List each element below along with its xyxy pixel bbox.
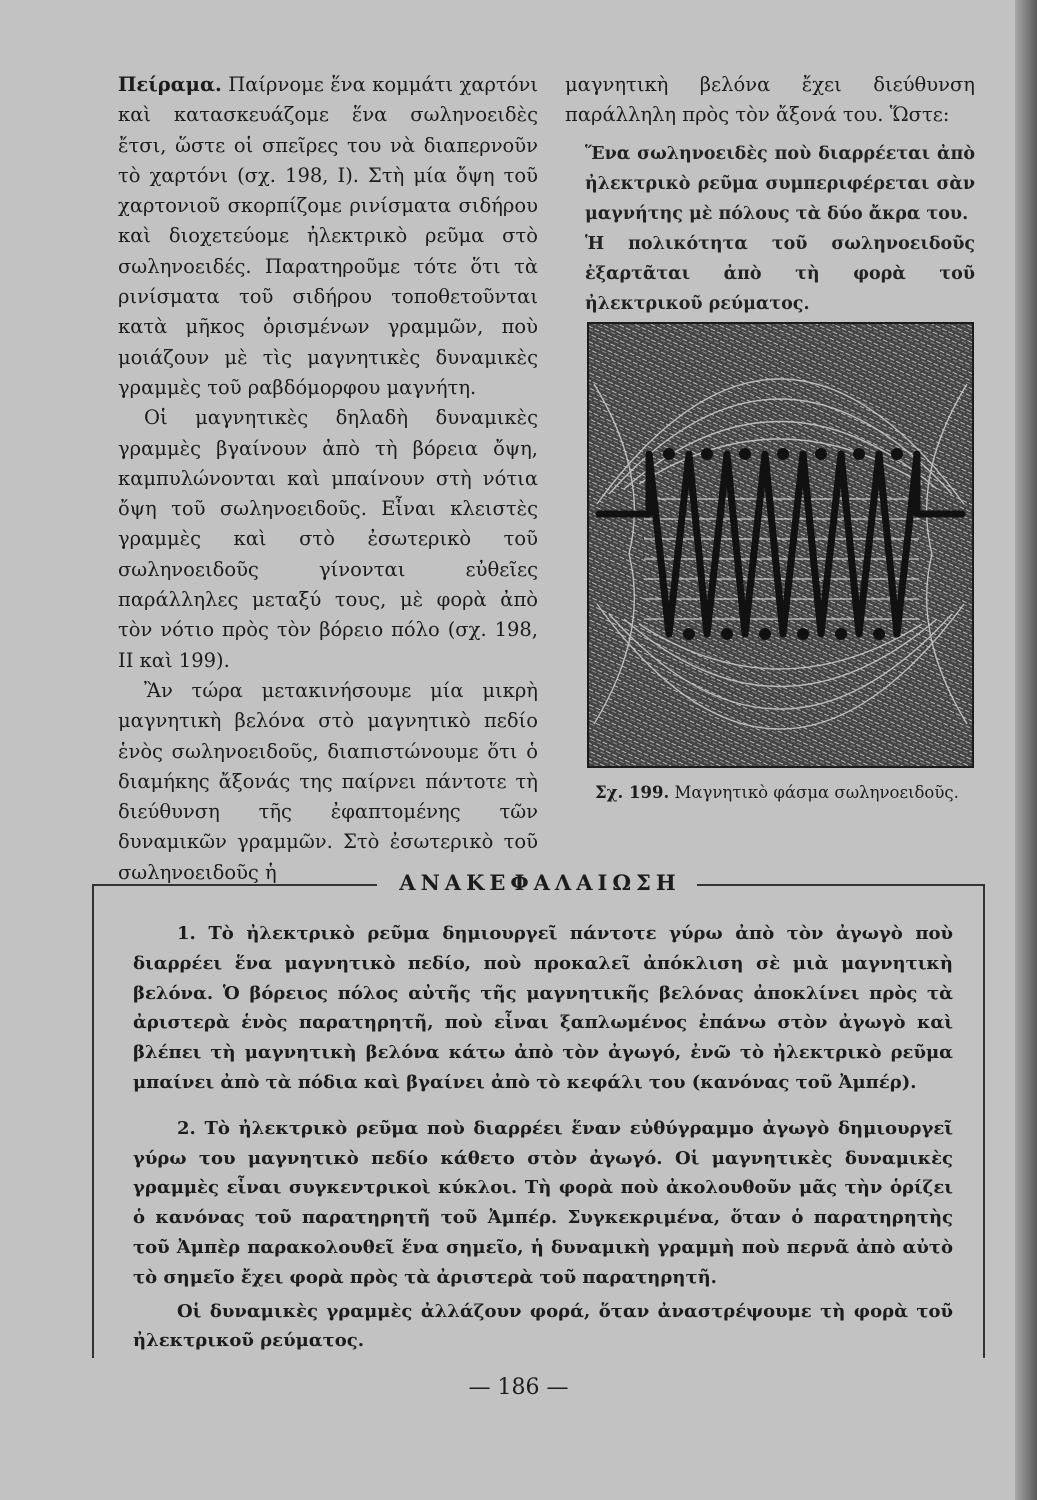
key-rules (565, 139, 975, 319)
summary-item-2-continuation: Οἱ δυναμικὲς γραμμὲς ἀλλάζουν φορά, ὅταν ἀναστρέψουμε τὴ φορὰ τοῦ ἠλεκτρικοῦ ρεύματος. (133, 1300, 953, 1352)
paragraph-1-text: Παίρνομε ἕνα κομμάτι χαρτόνι καὶ κατασκευάζομε ἕνα σωληνοειδὲς ἔτσι, ὥστε οἱ σπεῖρες του νὰ διαπερνοῦν τὸ χαρτόνι (σχ. 198, Ι). Στὴ μία ὄψη τοῦ χαρτονιοῦ σκορπίζομε ρινίσματα σιδήρου καὶ διοχετεύομε ἠλεκτρικὸ ρεῦμα στὸ σωληνοειδές. Παρατηροῦμε τότε ὅτι τὰ ρινίσματα τοῦ σιδήρου τοποθετοῦνται κατὰ μῆκος ὁρισμένων γραμμῶν, ποὺ μοιάζουν μὲ τὶς μαγνητικὲς δυναμικὲς γραμμὲς τοῦ ραβδόμορφου μαγνήτη. (118, 73, 538, 399)
page-number: — 186 — (468, 1375, 569, 1400)
experiment-label: Πείραμα. (118, 73, 222, 96)
figure-caption (595, 783, 975, 802)
summary-item-2: 2. Τὸ ἠλεκτρικὸ ρεῦμα ποὺ διαρρέει ἕναν εὐθύγραμμο ἀγωγὸ δημιουργεῖ γύρω του μαγνητικὸ πεδίο κάθετο στὸν ἀγωγό. Οἱ μαγνητικὲς δυναμικὲς γραμμὲς εἶναι συγκεντρικοὶ κύκλοι. Τὴ φορὰ ποὺ ἀκολουθοῦν μᾶς τὴν ὁρίζει ὁ κανόνας τοῦ παρατηρητῆ τοῦ Ἀμπέρ. Συγκεκριμένα, ὅταν ὁ παρατηρητὴς τοῦ Ἀμπὲρ παρακολουθεῖ ἕνα σημεῖο, ἡ δυναμικὴ γραμμὴ ποὺ περνᾶ ἀπὸ αὐτὸ τὸ σημεῖο ἔχει φορὰ πρὸς τὰ ἀριστερὰ τοῦ παρατηρητῆ. (133, 1117, 953, 1288)
solenoid-field-image (589, 324, 972, 766)
summary-rule-right (697, 884, 983, 886)
summary-item-1: 1. Τὸ ἠλεκτρικὸ ρεῦμα δημιουργεῖ πάντοτε γύρω ἀπὸ τὸν ἀγωγὸ ποὺ διαρρέει ἕνα μαγνητικὸ πεδίο, ποὺ προκαλεῖ ἀπόκλιση σὲ μιὰ μαγνητικὴ βελόνα. Ὁ βόρειος πόλος αὐτῆς τῆς μαγνητικῆς βελόνας ἀποκλίνει πρὸς τὰ ἀριστερὰ ἑνὸς παρατηρητῆ, ποὺ εἶναι ξαπλωμένος ἐπάνω στὸν ἀγωγὸ καὶ βλέπει τὴ μαγνητικὴ βελόνα κάτω ἀπὸ τὸν ἀγωγό, ἐνῶ τὸ ἠλεκτρικὸ ρεῦμα μπαίνει ἀπὸ τὰ πόδια καὶ βγαίνει ἀπὸ τὸ κεφάλι του (κανόνας τοῦ Ἀμπέρ). (133, 923, 953, 1093)
paragraph-3: Ἂν τώρα μετακινήσουμε μία μικρὴ μαγνητικὴ βελόνα στὸ μαγνητικὸ πεδίο ἑνὸς σωληνοειδοῦς, διαπιστώνουμε ὅτι ὁ διαμήκης ἄξονάς της παίρνει πάντοτε τὴ διεύθυνση τῆς ἐφαπτομένης τῶν δυναμικῶν γραμμῶν. Στὸ ἐσωτερικὸ τοῦ σωληνοειδοῦς ἡ (118, 678, 538, 884)
summary-rule-left (92, 884, 377, 886)
solenoid-field-figure (587, 322, 974, 768)
summary-title: ΑΝΑΚΕΦΑΛΑΙΩΣΗ (399, 870, 681, 895)
paragraph-continuation: μαγνητικὴ βελόνα ἔχει διεύθυνση παράλληλη πρὸς τὸν ἄξονά του. Ὥστε: (565, 73, 975, 127)
left-column (118, 70, 538, 888)
page-edge-shadow (1015, 0, 1037, 1500)
right-column (565, 70, 975, 319)
rule-solenoid-magnet: Ἕνα σωληνοειδὲς ποὺ διαρρέεται ἀπὸ ἠλεκτρικὸ ρεῦμα συμπεριφέρεται σὰν μαγνήτης μὲ πόλους τὰ δύο ἄκρα του. (585, 143, 975, 224)
summary-text (133, 919, 953, 1372)
paragraph-2: Οἱ μαγνητικὲς δηλαδὴ δυναμικὲς γραμμὲς βγαίνουν ἀπὸ τὴ βόρεια ὄψη, καμπυλώνονται καὶ μπαίνουν στὴ νότια ὄψη τοῦ σωληνοειδοῦς. Εἶναι κλειστὲς γραμμὲς καὶ στὸ ἐσωτερικὸ τοῦ σωληνοειδοῦς γίνονται εὐθεῖες παράλληλες μεταξύ τους, μὲ φορὰ ἀπὸ τὸν νότιο πρὸς τὸν βόρειο πόλο (σχ. 198, ΙΙ καὶ 199). (118, 406, 538, 672)
figure-number: Σχ. 199. (595, 783, 670, 802)
rule-polarity: Ἡ πολικότητα τοῦ σωληνοειδοῦς ἐξαρτᾶται ἀπὸ τὴ φορὰ τοῦ ἠλεκτρικοῦ ρεύματος. (585, 233, 975, 314)
figure-caption-text: Μαγνητικὸ φάσμα σωληνοειδοῦς. (674, 783, 959, 802)
paragraph-experiment (118, 70, 538, 403)
